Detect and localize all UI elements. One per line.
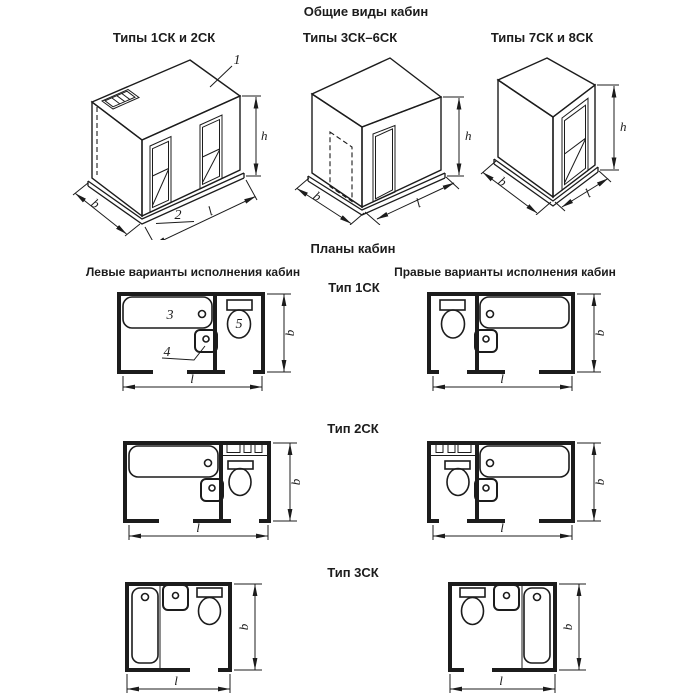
dimension-l — [127, 673, 230, 693]
svg-text:b: b — [88, 195, 103, 212]
plan-3sk-left — [118, 576, 283, 698]
dimension-h — [242, 96, 268, 176]
dimension-b — [577, 294, 607, 372]
svg-text:b: b — [310, 188, 325, 205]
bathtub-symbol — [132, 588, 158, 663]
front-face — [553, 85, 595, 197]
svg-text:l: l — [174, 673, 178, 688]
walls — [427, 441, 575, 523]
roof-face — [498, 58, 595, 117]
toilet-symbol — [197, 588, 222, 625]
view2-caption: Типы 3СК–6СК — [302, 30, 398, 45]
left-variants-header: Левые варианты исполнения кабин — [85, 265, 301, 279]
svg-text:b: b — [288, 478, 303, 486]
plan-1sk-right — [420, 288, 615, 396]
svg-text:b: b — [495, 173, 510, 190]
roof-face — [312, 58, 441, 127]
svg-text:l: l — [190, 371, 194, 386]
walls — [427, 292, 575, 374]
dimension-b — [73, 183, 140, 236]
hidden-door-side — [330, 132, 352, 202]
svg-text:b: b — [592, 329, 607, 337]
svg-text:4: 4 — [163, 345, 171, 360]
toilet-symbol — [440, 300, 465, 338]
row2-type-label: Тип 2СК — [327, 421, 379, 436]
callout-1-ceiling — [210, 53, 241, 87]
toilet-symbol — [228, 461, 253, 496]
view3-caption: Типы 7СК и 8СК — [490, 30, 594, 45]
dimension-l — [555, 171, 611, 211]
svg-text:l: l — [196, 520, 200, 535]
bathtub-symbol — [524, 588, 550, 663]
plan-2sk-right — [420, 437, 615, 549]
door-left — [150, 137, 171, 213]
right-variants-header: Правые варианты исполнения кабин — [394, 265, 616, 279]
plans-title: Планы кабин — [310, 241, 396, 256]
bathtub-symbol — [129, 446, 218, 477]
bathtub-symbol — [480, 446, 569, 477]
plan-2sk-left — [116, 437, 311, 549]
isometric-view-1sk-2sk — [60, 50, 275, 240]
svg-text:2: 2 — [174, 208, 182, 223]
svg-text:h: h — [465, 128, 472, 143]
plan-3sk-right — [441, 576, 606, 698]
dimension-h — [597, 85, 627, 170]
dimension-b — [559, 584, 586, 670]
svg-text:l: l — [500, 371, 504, 386]
dimension-b — [273, 443, 303, 521]
washbasin-symbol — [163, 585, 188, 610]
dimension-l — [450, 673, 555, 693]
roof-vent-hatch — [102, 90, 139, 110]
svg-text:b: b — [560, 623, 575, 631]
svg-text:l: l — [582, 185, 594, 201]
row3-type-label: Тип 3СК — [327, 565, 379, 580]
page-title: Общие виды кабин — [303, 4, 429, 19]
svg-text:l: l — [500, 520, 504, 535]
isometric-view-3sk-6sk — [285, 50, 475, 225]
svg-text:l: l — [413, 195, 423, 211]
dimension-h — [443, 97, 472, 176]
svg-text:b: b — [282, 329, 297, 337]
plan-1sk-left — [110, 288, 305, 396]
callout-5-toilet: 5 — [235, 317, 243, 332]
cabin-box — [92, 60, 240, 219]
toilet-symbol — [445, 461, 470, 496]
door-front — [562, 98, 588, 190]
svg-text:l: l — [205, 203, 215, 219]
door-front — [373, 126, 395, 203]
callout-3-bathtub: 3 — [166, 308, 174, 323]
svg-text:b: b — [592, 478, 607, 486]
walls — [117, 292, 265, 374]
svg-text:h: h — [620, 119, 627, 134]
svg-text:1: 1 — [233, 53, 241, 68]
toilet-symbol — [460, 588, 485, 625]
bathtub-symbol — [480, 297, 569, 328]
svg-text:b: b — [236, 623, 251, 631]
floor-base — [88, 173, 244, 224]
row1-type-label: Тип 1СК — [328, 280, 380, 295]
walls — [123, 441, 271, 523]
dimension-b — [267, 294, 297, 372]
door-right — [200, 115, 222, 189]
dimension-b — [577, 443, 607, 521]
svg-text:h: h — [261, 128, 268, 143]
svg-text:l: l — [499, 673, 503, 688]
isometric-view-7sk-8sk — [470, 50, 645, 215]
view1-caption: Типы 1СК и 2СК — [112, 30, 216, 45]
front-face — [142, 96, 240, 219]
front-face — [362, 97, 441, 207]
washbasin-symbol — [494, 585, 519, 610]
dimension-b — [234, 584, 262, 670]
